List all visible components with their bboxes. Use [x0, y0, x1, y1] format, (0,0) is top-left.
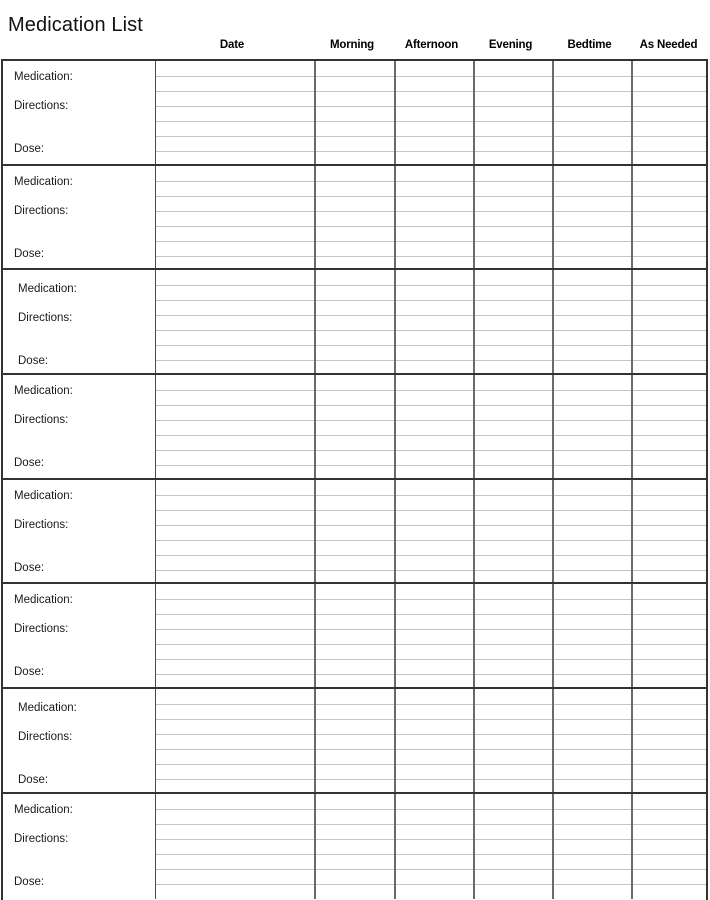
column-header-as-needed: As Needed — [639, 39, 698, 51]
label-dose: Dose: — [18, 774, 49, 787]
writing-rule — [155, 465, 706, 466]
page-title: Medication List — [8, 14, 143, 37]
medication-row — [3, 794, 706, 899]
writing-rule — [155, 360, 706, 361]
writing-rules — [155, 794, 706, 899]
writing-rule — [155, 869, 706, 870]
writing-rule — [155, 315, 706, 316]
column-header-date: Date — [219, 39, 245, 51]
writing-rule — [155, 390, 706, 391]
medication-row — [3, 270, 706, 375]
writing-rules — [155, 166, 706, 269]
writing-rule — [155, 839, 706, 840]
writing-rule — [155, 704, 706, 705]
writing-rule — [155, 151, 706, 152]
writing-rule — [155, 764, 706, 765]
label-directions: Directions: — [18, 312, 73, 325]
writing-rules — [155, 375, 706, 478]
writing-rules — [155, 61, 706, 164]
writing-rule — [155, 285, 706, 286]
writing-rule — [155, 405, 706, 406]
label-dose: Dose: — [14, 457, 45, 470]
label-directions: Directions: — [14, 832, 69, 845]
writing-rules — [155, 480, 706, 583]
writing-rule — [155, 136, 706, 137]
writing-rule — [155, 256, 706, 257]
medication-row — [3, 584, 706, 689]
writing-rule — [155, 181, 706, 182]
row-label-cell — [3, 689, 155, 792]
writing-rule — [155, 629, 706, 630]
medication-table — [1, 59, 708, 900]
label-medication: Medication: — [14, 385, 73, 398]
label-dose: Dose: — [14, 561, 45, 574]
column-header-morning: Morning — [330, 39, 374, 51]
writing-rule — [155, 300, 706, 301]
writing-rule — [155, 91, 706, 92]
writing-rule — [155, 779, 706, 780]
writing-rules — [155, 270, 706, 373]
column-header-row — [0, 36, 710, 58]
writing-rules — [155, 689, 706, 792]
writing-rule — [155, 510, 706, 511]
writing-rule — [155, 241, 706, 242]
row-label-cell — [3, 166, 155, 269]
writing-rule — [155, 540, 706, 541]
writing-rule — [155, 824, 706, 825]
label-medication: Medication: — [18, 702, 77, 715]
label-dose: Dose: — [18, 355, 49, 368]
label-directions: Directions: — [14, 414, 69, 427]
writing-rule — [155, 659, 706, 660]
medication-row — [3, 375, 706, 480]
writing-rule — [155, 749, 706, 750]
medication-row — [3, 166, 706, 271]
writing-rule — [155, 884, 706, 885]
writing-rule — [155, 674, 706, 675]
writing-rule — [155, 495, 706, 496]
writing-rule — [155, 76, 706, 77]
writing-rule — [155, 614, 706, 615]
writing-rule — [155, 525, 706, 526]
writing-rule — [155, 196, 706, 197]
row-label-cell — [3, 61, 155, 164]
label-medication: Medication: — [14, 71, 73, 83]
label-medication: Medication: — [14, 594, 73, 607]
label-dose: Dose: — [14, 875, 45, 888]
label-directions: Directions: — [14, 100, 69, 112]
label-dose: Dose: — [14, 143, 45, 155]
row-label-cell — [3, 375, 155, 478]
writing-rule — [155, 435, 706, 436]
label-medication: Medication: — [14, 803, 73, 816]
writing-rule — [155, 345, 706, 346]
label-medication: Medication: — [14, 175, 73, 188]
label-medication: Medication: — [18, 283, 77, 296]
writing-rule — [155, 809, 706, 810]
label-directions: Directions: — [14, 204, 69, 217]
writing-rule — [155, 330, 706, 331]
writing-rule — [155, 211, 706, 212]
writing-rules — [155, 584, 706, 687]
writing-rule — [155, 644, 706, 645]
row-label-cell — [3, 480, 155, 583]
column-header-bedtime: Bedtime — [567, 39, 612, 51]
writing-rule — [155, 570, 706, 571]
writing-rule — [155, 226, 706, 227]
label-dose: Dose: — [14, 666, 45, 679]
row-label-cell — [3, 584, 155, 687]
writing-rule — [155, 121, 706, 122]
writing-rule — [155, 450, 706, 451]
writing-rule — [155, 555, 706, 556]
label-directions: Directions: — [18, 731, 73, 744]
writing-rule — [155, 599, 706, 600]
column-header-afternoon: Afternoon — [404, 39, 459, 51]
column-header-evening: Evening — [488, 39, 533, 51]
label-directions: Directions: — [14, 518, 69, 531]
medication-row — [3, 61, 706, 166]
writing-rule — [155, 734, 706, 735]
label-dose: Dose: — [14, 247, 45, 260]
medication-row — [3, 689, 706, 794]
writing-rule — [155, 106, 706, 107]
writing-rule — [155, 854, 706, 855]
label-directions: Directions: — [14, 623, 69, 636]
writing-rule — [155, 420, 706, 421]
row-label-cell — [3, 794, 155, 899]
label-medication: Medication: — [14, 489, 73, 502]
writing-rule — [155, 719, 706, 720]
row-label-cell — [3, 270, 155, 373]
medication-row — [3, 480, 706, 585]
